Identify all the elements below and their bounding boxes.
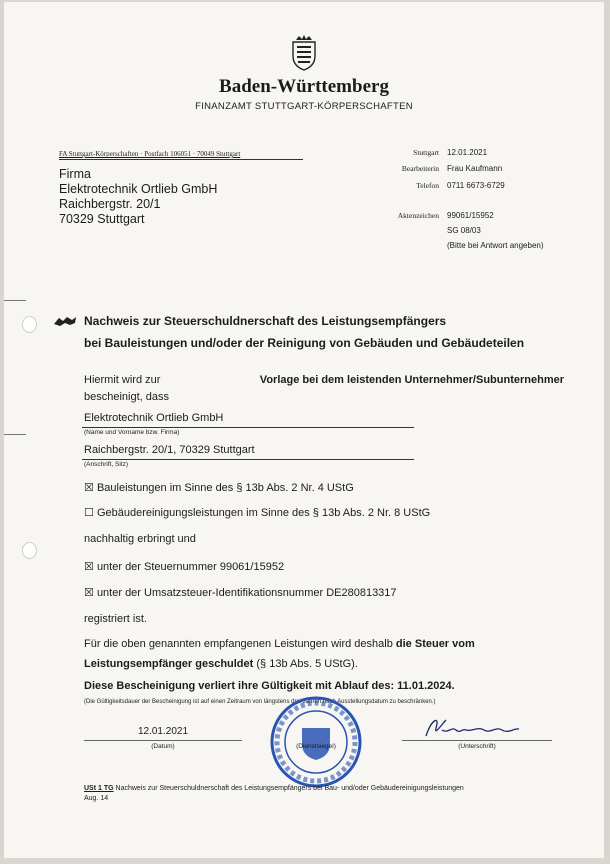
intro-text: Hiermit wird zur [84, 374, 161, 386]
intro-emphasis: Vorlage bei dem leistenden Unternehmer/Subunternehmer [259, 374, 564, 386]
state-name: Baden-Württemberg [219, 76, 389, 97]
footer-form [84, 785, 464, 792]
document-subtitle: bei Bauleistungen und/oder der Reinigung von Gebäuden und Gebäudeteilen [84, 336, 525, 350]
meta-value: 99061/15952 [447, 211, 494, 220]
registered-text: registriert ist. [84, 613, 147, 625]
meta-value: (Bitte bei Antwort angeben) [447, 241, 544, 250]
lion-emblem-icon [52, 314, 78, 328]
recipient-line: Firma [59, 167, 91, 181]
intro-line [84, 374, 564, 386]
seal-caption: (Dienstsiegel) [296, 743, 336, 750]
recipient-line: Raichbergstr. 20/1 [59, 197, 161, 211]
signer-caption: (Unterschrift) [458, 743, 496, 750]
fold-mark [4, 300, 26, 301]
meta-value: 12.01.2021 [447, 148, 488, 157]
option-tax-number: ☒ unter der Steuernummer 99061/15952 [84, 561, 285, 573]
sender-line: FA Stuttgart-Körperschaften · Postfach 106051 · 70049 Stuttgart [59, 150, 241, 158]
punch-hole [22, 316, 37, 333]
tax-note-line2: Leistungsempfänger geschuldet (§ 13b Abs. 5 UStG). [84, 658, 358, 670]
document-title: Nachweis zur Steuerschuldnerschaft des Leistungsempfängers [84, 314, 447, 328]
option-vat-id: ☒ unter der Umsatzsteuer-Identifikationsnummer DE280813317 [84, 587, 397, 599]
company-name: Elektrotechnik Ortlieb GmbH [84, 412, 224, 424]
meta-value: 0711 6673-6729 [447, 181, 505, 190]
address-caption: (Anschrift, Sitz) [84, 461, 129, 468]
sustained-text: nachhaltig erbringt und [84, 533, 196, 545]
name-caption: (Name und Vorname bzw. Firma) [84, 429, 180, 436]
option-construction: ☒ Bauleistungen im Sinne des § 13b Abs. 2 Nr. 4 UStG [84, 482, 354, 494]
checkbox-checked: ☒ [84, 482, 94, 494]
meta-label: Telefon [416, 181, 439, 190]
tax-note-line1: Für die oben genannten empfangenen Leistungen wird deshalb die Steuer vom [84, 638, 475, 650]
intro-continued: bescheinigt, dass [84, 391, 169, 403]
checkbox-unchecked: ☐ [84, 507, 94, 519]
recipient-line: 70329 Stuttgart [59, 212, 145, 226]
fold-mark [4, 434, 26, 435]
signature-date: 12.01.2021 [137, 726, 189, 737]
meta-label: Aktenzeichen [397, 211, 439, 220]
form-edition: Aug. 14 [84, 795, 109, 802]
validity-note: (Die Gültigkeitsdauer der Bescheinigung ist auf einen Zeitraum von längstens drei Jahren nach Ausstellungsdatum zu beschränken.) [84, 699, 436, 705]
office-name: FINANZAMT STUTTGART-KÖRPERSCHAFTEN [195, 101, 413, 112]
form-title: Nachweis zur Steuerschuldnerschaft des Leistungsempfängers bei Bau- und/oder Gebäudereinigungsleistungen [115, 785, 464, 792]
meta-label: Bearbeiterin [401, 164, 439, 173]
document-page [4, 2, 604, 858]
recipient-line: Elektrotechnik Ortlieb GmbH [59, 182, 218, 196]
meta-value: SG 08/03 [447, 226, 481, 235]
validity-statement: Diese Bescheinigung verliert ihre Gültigkeit mit Ablauf des: 11.01.2024. [84, 680, 455, 692]
form-code: USt 1 TG [84, 785, 114, 792]
punch-hole [22, 542, 37, 559]
official-seal-icon [266, 694, 366, 790]
coat-of-arms-icon [288, 34, 320, 72]
meta-value: Frau Kaufmann [447, 164, 503, 173]
date-caption: (Datum) [151, 743, 175, 750]
checkbox-checked: ☒ [84, 561, 94, 573]
meta-label: Stuttgart [413, 148, 439, 157]
option-cleaning: ☐ Gebäudereinigungsleistungen im Sinne des § 13b Abs. 2 Nr. 8 UStG [84, 507, 431, 519]
checkbox-checked: ☒ [84, 587, 94, 599]
handwritten-signature [422, 714, 522, 742]
company-address: Raichbergstr. 20/1, 70329 Stuttgart [84, 444, 255, 456]
